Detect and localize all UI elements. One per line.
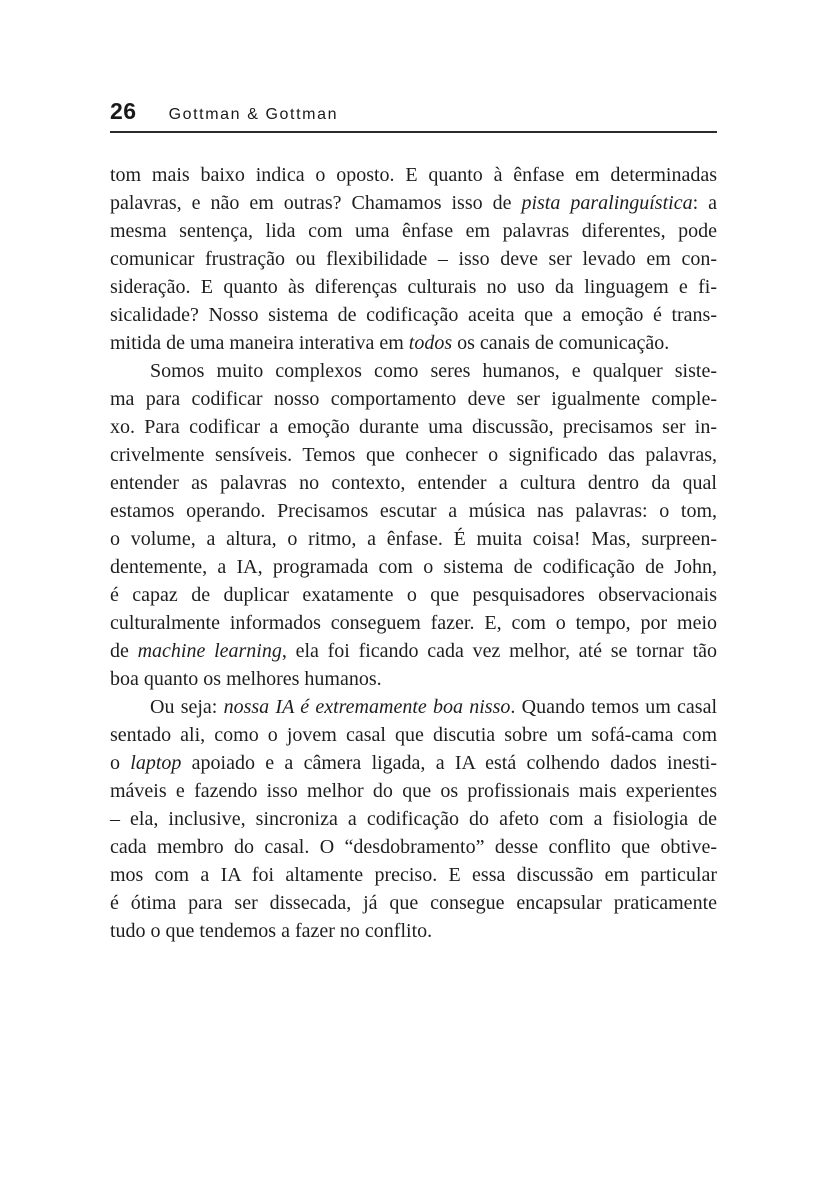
running-head: Gottman & Gottman bbox=[168, 106, 339, 123]
text-line: comunicar frustração ou flexibilidade – isso deve ser levado em con- bbox=[110, 248, 717, 270]
paragraph bbox=[110, 161, 717, 357]
text-line: mos com a IA foi altamente preciso. E essa discussão em particular bbox=[110, 864, 717, 886]
paragraph bbox=[110, 357, 717, 693]
text-line: boa quanto os melhores humanos. bbox=[110, 668, 382, 690]
text-line: o laptop apoiado e a câmera ligada, a IA está colhendo dados inesti- bbox=[110, 752, 718, 774]
page-number: 26 bbox=[110, 98, 137, 124]
text-line: – ela, inclusive, sincroniza a codificação do afeto com a fisiologia de bbox=[110, 808, 717, 830]
paragraph bbox=[110, 693, 717, 945]
text-line: é ótima para ser dissecada, já que consegue encapsular praticamente bbox=[110, 892, 717, 914]
text-line: de machine learning, ela foi ficando cada vez melhor, até se tornar tão bbox=[110, 640, 718, 662]
text-line: tudo o que tendemos a fazer no conflito. bbox=[110, 920, 433, 942]
text-line: o volume, a altura, o ritmo, a ênfase. É muita coisa! Mas, surpreen- bbox=[110, 528, 717, 550]
body-text bbox=[110, 161, 717, 945]
text-line: sentado ali, como o jovem casal que discutia sobre um sofá-cama com bbox=[110, 724, 717, 746]
text-line: estamos operando. Precisamos escutar a música nas palavras: o tom, bbox=[110, 500, 717, 522]
text-line: tom mais baixo indica o oposto. E quanto à ênfase em determinadas bbox=[110, 164, 717, 186]
text-line: crivelmente sensíveis. Temos que conhecer o significado das palavras, bbox=[110, 444, 717, 466]
text-line: é capaz de duplicar exatamente o que pesquisadores observacionais bbox=[110, 584, 717, 606]
text-line: ma para codificar nosso comportamento deve ser igualmente comple- bbox=[110, 388, 717, 410]
text-line: xo. Para codificar a emoção durante uma discussão, precisamos ser in- bbox=[110, 416, 717, 438]
text-line: entender as palavras no contexto, entender a cultura dentro da qual bbox=[110, 472, 717, 494]
text-line: palavras, e não em outras? Chamamos isso de pista paralinguística: a bbox=[110, 192, 718, 214]
text-line: Ou seja: nossa IA é extremamente boa nisso. Quando temos um casal bbox=[150, 696, 718, 718]
text-line: sideração. E quanto às diferenças culturais no uso da linguagem e fi- bbox=[110, 276, 717, 298]
text-line: máveis e fazendo isso melhor do que os profissionais mais experientes bbox=[110, 780, 717, 802]
text-line: mitida de uma maneira interativa em todos os canais de comunicação. bbox=[110, 332, 670, 354]
book-page bbox=[110, 0, 717, 945]
text-line: dentemente, a IA, programada com o sistema de codificação de John, bbox=[110, 556, 717, 578]
text-line: sicalidade? Nosso sistema de codificação aceita que a emoção é trans- bbox=[110, 304, 717, 326]
text-line: mesma sentença, lida com uma ênfase em palavras diferentes, pode bbox=[110, 220, 717, 242]
text-line: culturalmente informados conseguem fazer. E, com o tempo, por meio bbox=[110, 612, 717, 634]
text-line: Somos muito complexos como seres humanos, e qualquer siste- bbox=[150, 360, 717, 382]
text-line: cada membro do casal. O “desdobramento” desse conflito que obtive- bbox=[110, 836, 717, 858]
page-header bbox=[110, 98, 717, 133]
